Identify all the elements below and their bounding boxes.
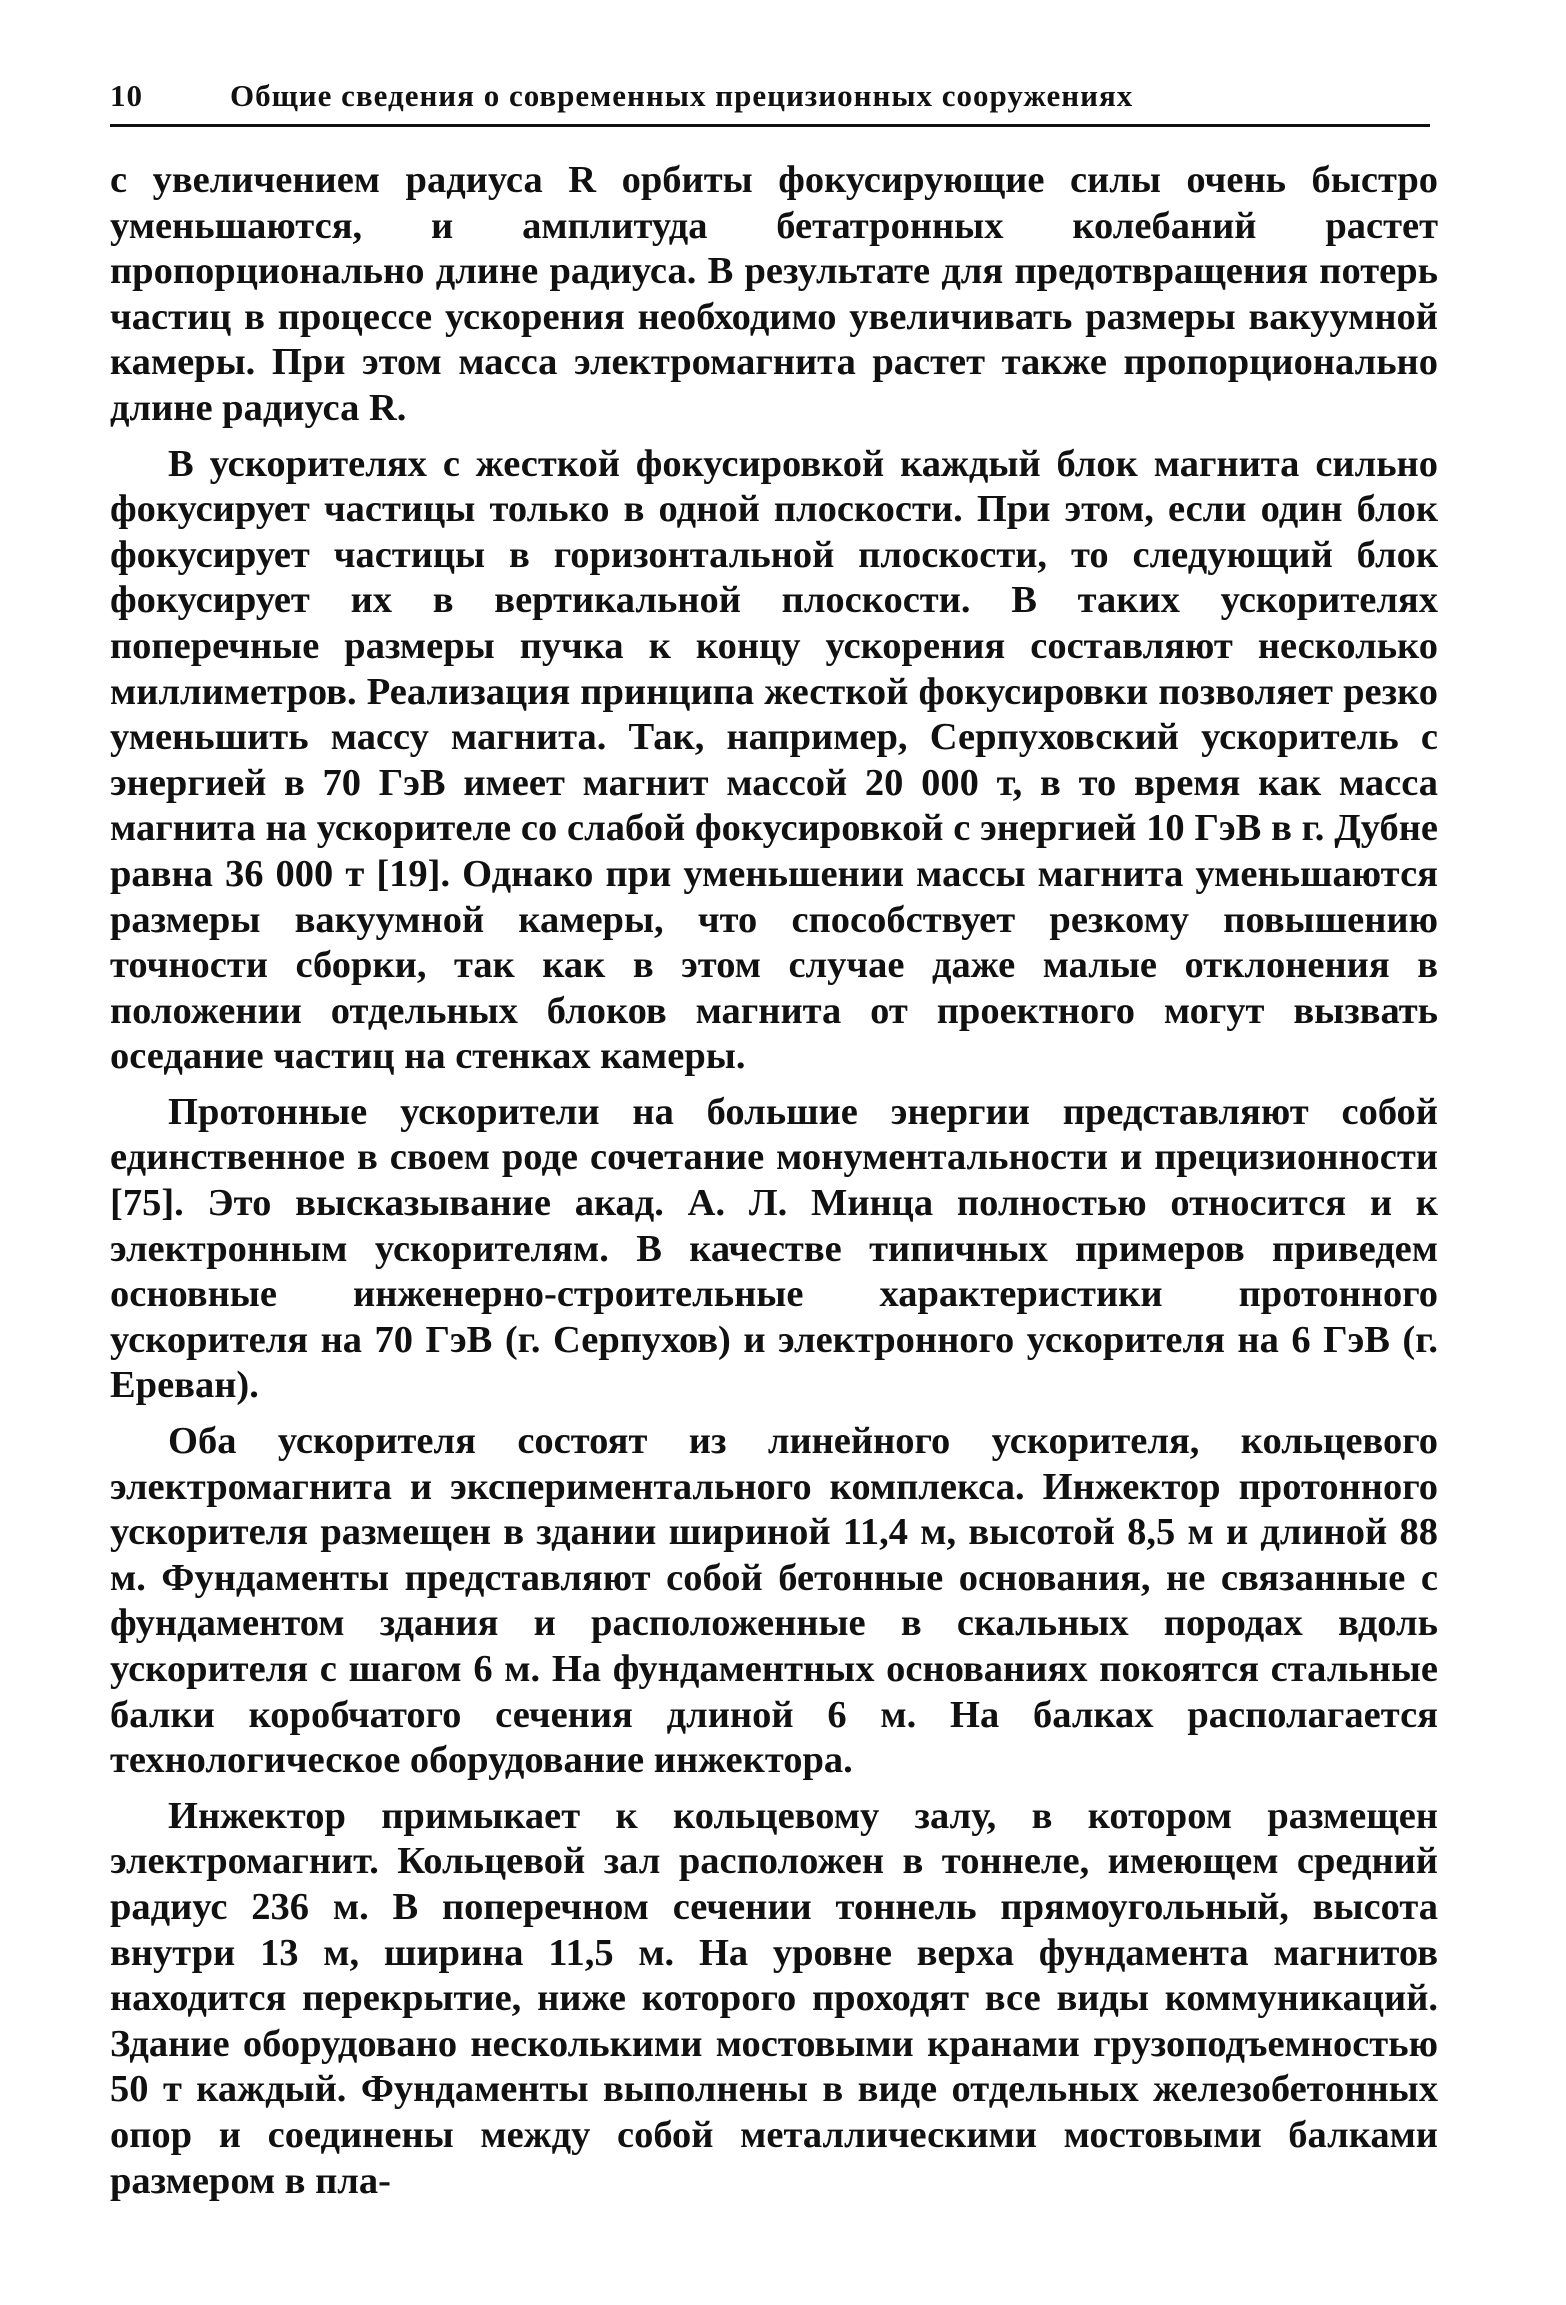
paragraph-3: Протонные ускорители на большие энергии представляют собой единственное в своем роде сочетание монументальности и прецизионности [75]. Это высказывание акад. А. Л. Минца полностью относится и к электронным ускорителям. В качестве типичных примеров приведем основные инженерно-строительные характеристики протонного ускорителя на 70 ГэВ (г. Серпухов) и электронного ускорителя на 6 ГэВ (г. Ереван). (110, 1090, 1438, 1407)
paragraph-2: В ускорителях с жесткой фокусировкой каждый блок магнита сильно фокусирует частицы только в одной плоскости. При этом, если один блок фокусирует частицы в горизонтальной плоскости, то следующий блок фокусирует их в вертикальной плоскости. В таких ускорителях поперечные размеры пучка к концу ускорения составляют несколько миллиметров. Реализация принципа жесткой фокусировки позволяет резко уменьшить массу магнита. Так, например, Серпуховский ускоритель с энергией в 70 ГэВ имеет магнит массой 20 000 т, в то время как масса магнита на ускорителе со слабой фокусировкой с энергией 10 ГэВ в г. Дубне равна 36 000 т [19]. Однако при уменьшении массы магнита уменьшаются размеры вакуумной камеры, что способствует резкому повышению точности сборки, так как в этом случае даже малые отклонения в положении отдельных блоков магнита от проектного могут вызвать оседание частиц на стенках камеры. (110, 442, 1438, 1078)
body-text (110, 158, 1438, 2204)
page-number: 10 (110, 78, 143, 113)
paragraph-5: Инжектор примыкает к кольцевому залу, в котором размещен электромагнит. Кольцевой зал расположен в тоннеле, имеющем средний радиус 236 м. В поперечном сечении тоннель прямоугольный, высота внутри 13 м, ширина 11,5 м. На уровне верха фундамента магнитов находится перекрытие, ниже которого проходят все виды коммуникаций. Здание оборудовано несколькими мостовыми кранами грузоподъемностью 50 т каждый. Фундаменты выполнены в виде отдельных железобетонных опор и соединены между собой металлическими мостовыми балками размером в пла- (110, 1794, 1438, 2202)
page-header (110, 72, 1430, 127)
running-title: Общие сведения о современных прецизионных сооружениях (230, 78, 1134, 113)
paragraph-1: с увеличением радиуса R орбиты фокусирующие силы очень быстро уменьшаются, и амплитуда бетатронных колебаний растет пропорционально длине радиуса. В результате для предотвращения потерь частиц в процессе ускорения необходимо увеличивать размеры вакуумной камеры. При этом масса электромагнита растет также пропорционально длине радиуса R. (110, 159, 1438, 429)
paragraph-4: Оба ускорителя состоят из линейного ускорителя, кольцевого электромагнита и экспериментального комплекса. Инжектор протонного ускорителя размещен в здании шириной 11,4 м, высотой 8,5 м и длиной 88 м. Фундаменты представляют собой бетонные основания, не связанные с фундаментом здания и расположенные в скальных породах вдоль ускорителя с шагом 6 м. На фундаментных основаниях покоятся стальные балки коробчатого сечения длиной 6 м. На балках располагается технологическое оборудование инжектора. (110, 1420, 1438, 1782)
